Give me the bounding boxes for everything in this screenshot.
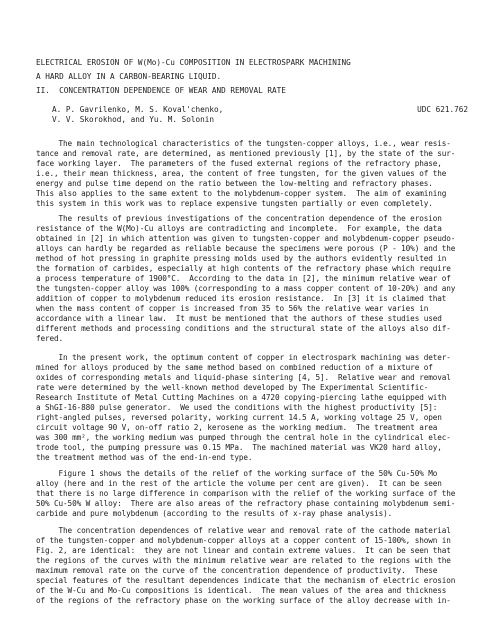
body-line: of the W-Cu and Mo-Cu compositions is identical. The mean values of the area and thickness xyxy=(36,586,447,595)
body-line: the regions of the curves with the minimum relative wear are related to the regions with the xyxy=(36,556,451,565)
body-line: fered. xyxy=(36,334,64,343)
body-line: energy and pulse time depend on the ratio between the low-melting and refractory phases. xyxy=(36,179,433,188)
body-line: right-angled pulses, reversed polarity, working current 14.5 A, working voltage 25 V, open xyxy=(36,413,442,422)
body-line: This also applies to the same extent to the molybdenum-copper system. The aim of examining xyxy=(36,189,447,198)
body-line: In the present work, the optimum content of copper in electrospark machining was deter- xyxy=(36,353,451,362)
body-line: oxides of corresponding metals and liquid-phase sintering [4, 5]. Relative wear and removal xyxy=(36,373,451,382)
authors-line-2: V. V. Skorokhod, and Yu. M. Solonin xyxy=(52,115,214,124)
body-line: circuit voltage 90 V, on-off ratio 2, kerosene as the working medium. The treatment area xyxy=(36,423,438,432)
body-line: a ShGI-16-880 pulse generator. We used the conditions with the highest productivity [5]: xyxy=(36,403,438,412)
body-line: special features of the resultant dependences indicate that the mechanism of electric erosion xyxy=(36,576,456,585)
body-line: of the tungsten-copper and molybdenum-copper alloys at a copper content of 15-100%, shown in xyxy=(36,536,451,545)
body-line: The main technological characteristics of the tungsten-copper alloys, i.e., wear resis- xyxy=(36,139,451,148)
body-line: rate were determined by the well-known method developed by The Experimental Scientific- xyxy=(36,383,429,392)
body-line: method of hot pressing in graphite pressing molds used by the authors evidently resulted in xyxy=(36,254,447,263)
body-line: Research Institute of Metal Cutting Machines on a 4720 copying-piercing lathe equipped with xyxy=(36,393,447,402)
article-title-line-2: A HARD ALLOY IN A CARBON-BEARING LIQUID. xyxy=(36,72,222,81)
body-line: maximum removal rate on the curve of the concentration dependence of productivity. These xyxy=(36,566,438,575)
authors-line-1: A. P. Gavrilenko, M. S. Koval'chenko, xyxy=(52,105,224,114)
body-line: i.e., their mean thickness, area, the content of free tungsten, for the given values of the xyxy=(36,169,447,178)
body-line: a process temperature of 1900°C. According to the data in [2], the minimum relative wear of xyxy=(36,274,451,283)
body-line: carbide and pure molybdenum (according to the results of x-ray phase analysis). xyxy=(36,509,393,518)
body-line: 50% Cu-50% W alloy: There are also areas of the refractory phase containing molybdenum semi- xyxy=(36,499,456,508)
body-line: of the regions of the refractory phase on the working surface of the alloy decrease with in- xyxy=(36,596,451,605)
article-subtitle: II. CONCENTRATION DEPENDENCE OF WEAR AND REMOVAL RATE xyxy=(36,86,286,95)
body-line: the tungsten-copper alloy was 100% (corresponding to a mass copper content of 10-20%) and any xyxy=(36,284,456,293)
body-line: accordance with a linear law. It must be mentioned that the authors of these studies used xyxy=(36,314,442,323)
body-line: tance and removal rate, are determined, as mentioned previously [1], by the state of the sur- xyxy=(36,149,456,158)
body-line: Figure 1 shows the details of the relief of the working surface of the 50% Cu-50% Mo xyxy=(36,469,438,478)
body-line: The concentration dependences of relative wear and removal rate of the cathode material xyxy=(36,526,451,535)
udc-code: UDC 621.762 xyxy=(417,105,468,114)
body-line: when the mass content of copper is increased from 35 to 56% the relative wear varies in xyxy=(36,304,429,313)
article-title-line-1: ELECTRICAL EROSION OF W(Mo)-Cu COMPOSITION IN ELECTROSPARK MACHINING xyxy=(36,58,351,67)
body-line: Fig. 2, are identical: they are not linear and contain extreme values. It can be seen that xyxy=(36,546,451,555)
body-line: alloy (here and in the rest of the article the volume per cent are given). It can be seen xyxy=(36,479,442,488)
body-line: was 300 mm², the working medium was pumped through the central hole in the cylindrical elec- xyxy=(36,433,451,442)
body-line: different methods and processing conditions and the structural state of the alloys also dif- xyxy=(36,324,451,333)
body-line: mined for alloys produced by the same method based on combined reduction of a mixture of xyxy=(36,363,433,372)
body-line: face working layer. The parameters of the fused external regions of the refractory phase, xyxy=(36,159,442,168)
body-line: trode tool, the pumping pressure was 0.15 MPa. The machined material was VK20 hard alloy, xyxy=(36,443,442,452)
body-line: the treatment method was of the end-in-end type. xyxy=(36,453,253,462)
body-line: The results of previous investigations of the concentration dependence of the erosion xyxy=(36,214,442,223)
body-line: the formation of carbides, especially at high contents of the refractory phase which require xyxy=(36,264,451,273)
body-line: resistance of the W(Mo)-Cu alloys are contradicting and incomplete. For example, the data xyxy=(36,224,442,233)
body-line: alloys can hardly be regarded as reliable because the specimens were porous (P - 10%) and the xyxy=(36,244,456,253)
body-line: obtained in [2] in which attention was given to tungsten-copper and molybdenum-copper pseudo- xyxy=(36,234,456,243)
body-line: that there is no large difference in comparison with the relief of the working surface of the xyxy=(36,489,456,498)
body-line: this system in this work was to replace expensive tungsten partially or even completely. xyxy=(36,199,433,208)
body-line: addition of copper to molybdenum reduced its erosion resistance. In [3] it is claimed that xyxy=(36,294,447,303)
